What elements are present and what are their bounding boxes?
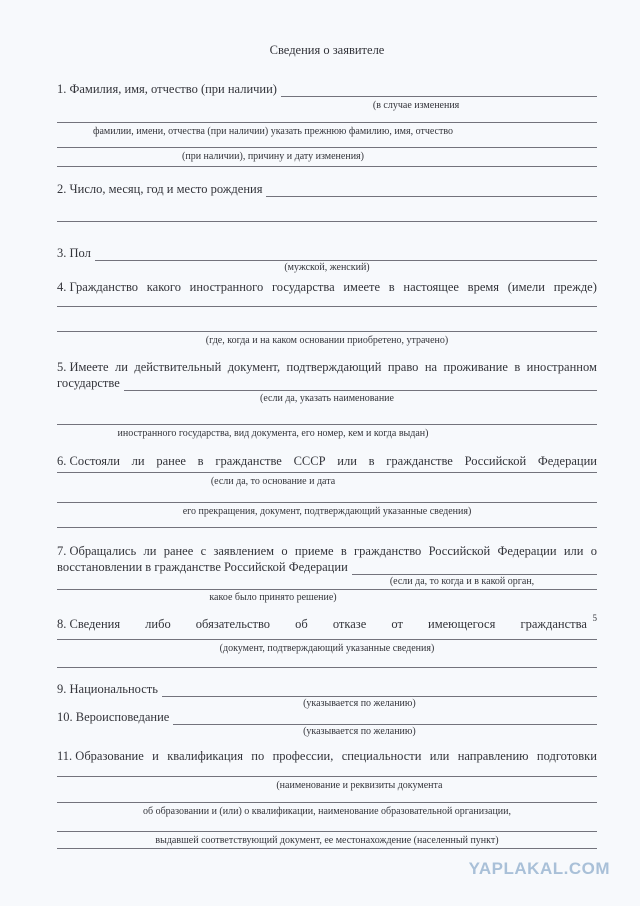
question-10-row (57, 710, 597, 725)
yaplakal-watermark-logo: YAPLAKAL.COM (468, 859, 610, 878)
question-8-closing-rule (57, 667, 597, 668)
question-6-answer-line (57, 472, 597, 473)
question-6-closing-rule (57, 527, 597, 528)
question-11-caption-3: выдавшей соответствующий документ, ее местонахождение (населенный пункт) (155, 835, 499, 846)
question-5-answer-line (124, 376, 597, 391)
question-3-answer-line (95, 246, 597, 261)
question-4-answer-line (57, 306, 597, 307)
question-5-caption-1: (если да, указать наименование (260, 393, 394, 404)
question-7-caption-2: какое было принято решение) (209, 592, 337, 603)
form-title: Сведения о заявителе (269, 43, 385, 57)
question-6-label: 6. Состояли ли ранее в гражданстве СССР или в гражданстве Российской Федерации (57, 454, 597, 468)
question-9-answer-line (162, 682, 597, 697)
question-2-answer-line (266, 182, 597, 197)
question-2-label: 2. Число, месяц, год и место рождения (57, 182, 263, 196)
question-11-caption-2: об образовании и (или) о квалификации, наименование образовательной организации, (142, 806, 511, 817)
question-11-label: 11. Образование и квалификация по профессии, специальности или направлению подготовки (57, 749, 597, 763)
question-1-row (57, 82, 597, 97)
question-4-caption-1: (где, когда и на каком основании приобретено, утрачено) (205, 335, 449, 346)
question-1-answer-line (281, 82, 597, 97)
question-11-answer-line-2 (57, 802, 597, 803)
question-5-answer-line-2 (57, 424, 597, 425)
question-8-label: 8. Сведения либо обязательство об отказе от имеющегося гражданства (57, 617, 587, 631)
question-4-label: 4. Гражданство какого иностранного государства имеете в настоящее время (имели прежде) (57, 280, 597, 294)
question-11-closing-rule (57, 848, 597, 849)
question-1-caption-2: фамилии, имени, отчества (при наличии) указать прежнюю фамилию, имя, отчество (92, 126, 454, 137)
question-2-answer-line-2 (57, 221, 597, 222)
question-5-row (57, 376, 597, 391)
question-1-caption-3: (при наличии), причину и дату изменения) (182, 151, 364, 162)
question-1-closing-rule (57, 166, 597, 167)
question-5-caption-2: иностранного государства, вид документа, его номер, кем и когда выдан) (117, 428, 429, 439)
question-5-label-line-2: государстве (57, 376, 120, 390)
question-7-label-line-1: 7. Обращались ли ранее с заявлением о приеме в гражданство Российской Федерации или о (57, 544, 597, 558)
question-10-label: 10. Вероисповедание (57, 710, 170, 724)
question-7-caption-1: (если да, то когда и в какой орган, (389, 576, 535, 587)
question-7-answer-line-2 (57, 589, 597, 590)
question-11-answer-line (57, 776, 597, 777)
question-5-label-line-1: 5. Имеете ли действительный документ, подтверждающий право на проживание в иностранном (57, 360, 597, 374)
question-6-answer-line-2 (57, 502, 597, 503)
question-4-answer-line-2 (57, 331, 597, 332)
question-2-row (57, 182, 597, 197)
question-10-answer-line (173, 710, 597, 725)
question-3-caption-1: (мужской, женский) (284, 262, 370, 273)
question-7-answer-line (352, 560, 597, 575)
question-1-answer-line-2 (57, 122, 597, 123)
question-7-row (57, 560, 597, 575)
question-3-row (57, 246, 597, 261)
question-11-caption-1: (наименование и реквизиты документа (276, 780, 443, 791)
question-1-caption-1: (в случае изменения (372, 100, 460, 111)
question-9-row (57, 682, 597, 697)
question-9-label: 9. Национальность (57, 682, 158, 696)
question-3-label: 3. Пол (57, 246, 91, 260)
question-7-label-line-2: восстановлении в гражданстве Российской Федерации (57, 560, 348, 574)
question-8-answer-line (57, 639, 597, 640)
question-8-caption-1: (документ, подтверждающий указанные сведения) (219, 643, 435, 654)
question-9-caption-1: (указывается по желанию) (303, 698, 416, 709)
question-1-label: 1. Фамилия, имя, отчество (при наличии) (57, 82, 277, 96)
question-6-caption-2: его прекращения, документ, подтверждающий указанные сведения) (182, 506, 472, 517)
question-6-caption-1: (если да, то основание и дата (210, 476, 336, 487)
question-11-answer-line-3 (57, 831, 597, 832)
question-10-caption-1: (указывается по желанию) (303, 726, 416, 737)
question-1-answer-line-3 (57, 147, 597, 148)
form-sheet (57, 0, 597, 906)
question-8-footnote-ref: 5 (592, 613, 597, 623)
